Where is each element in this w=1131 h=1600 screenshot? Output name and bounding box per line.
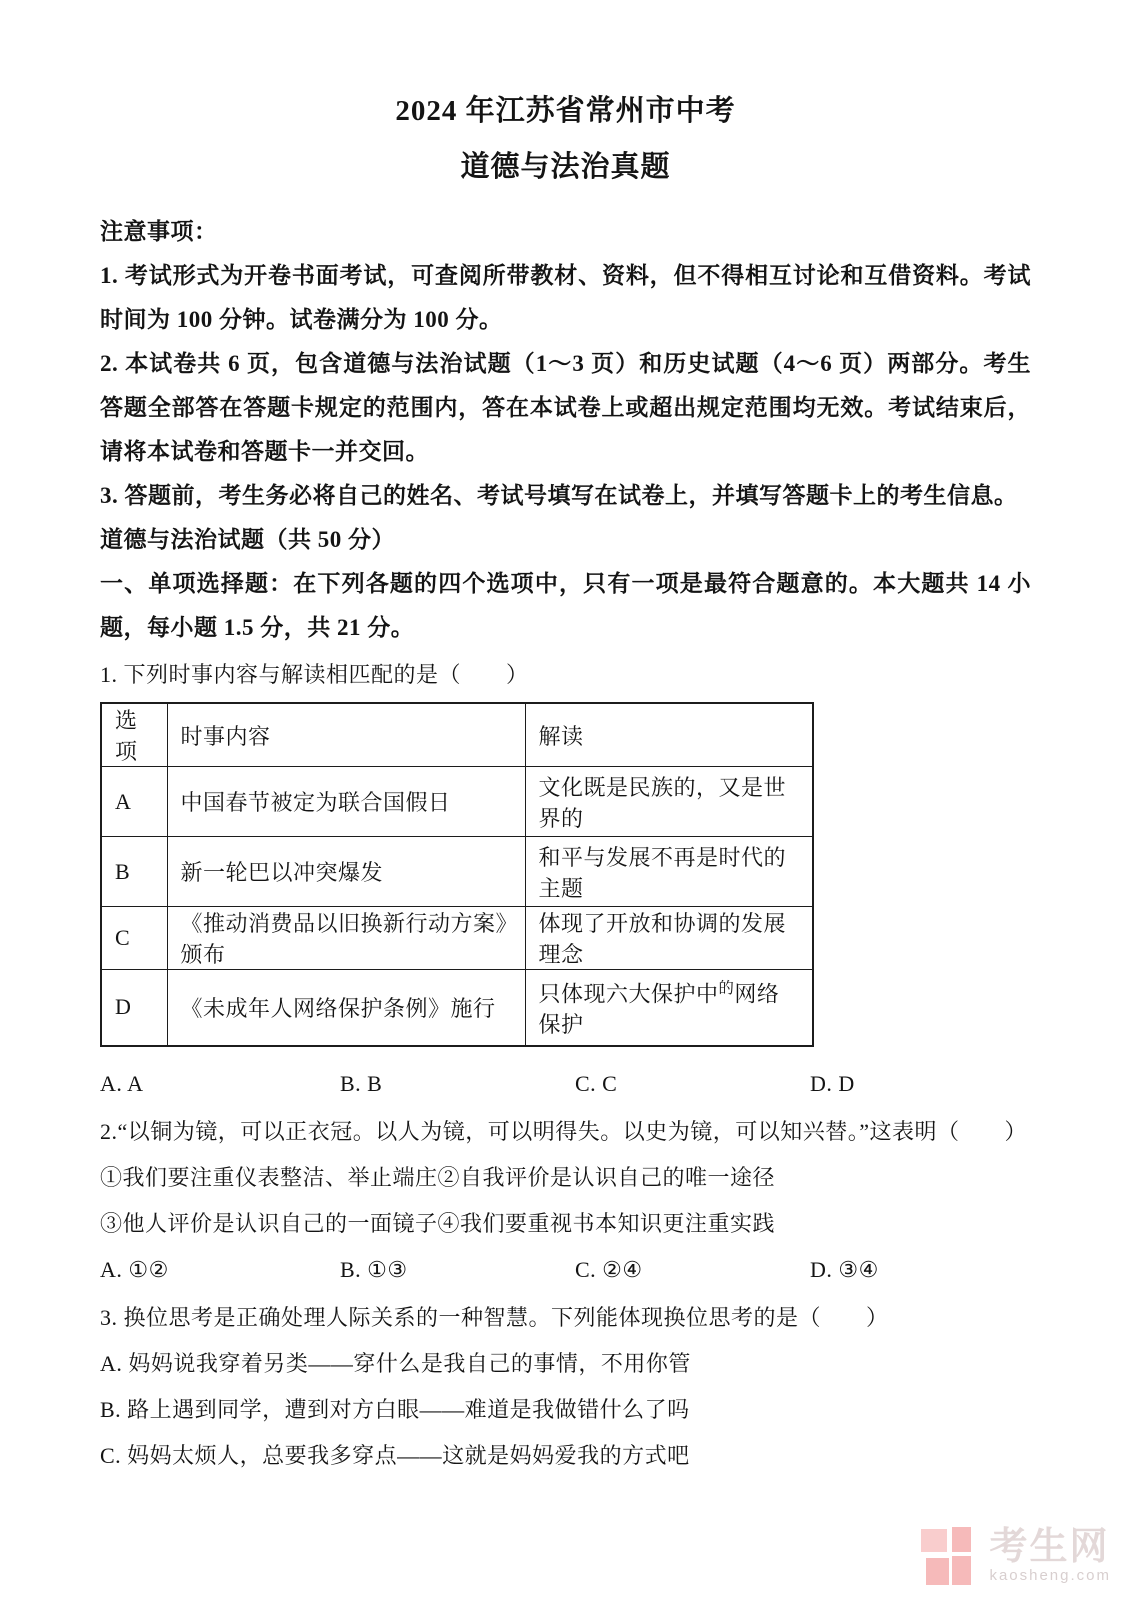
table-row-b	[101, 837, 813, 907]
watermark-site-domain: kaosheng.com	[989, 1567, 1111, 1584]
section-one-intro: 一、单项选择题：在下列各题的四个选项中，只有一项是最符合题意的。本大题共 14 小题，每小题 1.5 分，共 21 分。	[100, 571, 1031, 640]
row-c-option: C	[101, 907, 167, 970]
notice-item-1: 1. 考试形式为开卷书面考试，可查阅所带教材、资料，但不得相互讨论和互借资料。考试时间为 100 分钟。试卷满分为 100 分。	[100, 263, 1031, 332]
q1-option-c: C. C	[575, 1070, 618, 1096]
q2-option-c: C. ②④	[575, 1256, 643, 1282]
header-cell-interpretation: 解读	[525, 703, 813, 767]
q2-option-d: D. ③④	[810, 1256, 879, 1282]
row-d-interp-prefix: 只体现六大保护中	[538, 980, 719, 1006]
table-row-a	[101, 767, 813, 837]
q1-option-d: D. D	[810, 1070, 855, 1096]
question-1-stem: 1. 下列时事内容与解读相匹配的是（ ）	[100, 662, 529, 687]
table-row-c	[101, 907, 813, 970]
q3-option-c: C. 妈妈太烦人，总要我多穿点——这就是妈妈爱我的方式吧	[100, 1442, 690, 1468]
q1-option-a: A. A	[100, 1070, 144, 1096]
row-d-content: 《未成年人网络保护条例》施行	[167, 970, 525, 1046]
question-1-table	[100, 702, 814, 1047]
header-cell-content: 时事内容	[167, 703, 525, 767]
q3-option-a: A. 妈妈说我穿着另类——穿什么是我自己的事情，不用你管	[100, 1350, 691, 1376]
row-d-option: D	[101, 970, 167, 1046]
row-d-interp-superscript: 的	[718, 979, 735, 997]
q2-option-a: A. ①②	[100, 1256, 169, 1282]
table-row-d	[101, 970, 813, 1046]
row-b-option: B	[101, 837, 167, 907]
question-1-options	[100, 1061, 1031, 1107]
document-title-line2: 道德与法治真题	[460, 151, 671, 183]
subject-heading: 道德与法治试题（共 50 分）	[100, 527, 395, 552]
question-2-stem: 2.“以铜为镜，可以正衣冠。以人为镜，可以明得失。以史为镜，可以知兴替。”这表明（ ）	[100, 1118, 1028, 1144]
row-b-interpretation: 和平与发展不再是时代的主题	[525, 837, 813, 907]
row-a-option: A	[101, 767, 167, 837]
question-2-statements-12: ①我们要注重仪表整洁、举止端庄②自我评价是认识自己的唯一途径	[100, 1164, 776, 1190]
table-header-row	[101, 703, 813, 767]
row-a-content: 中国春节被定为联合国假日	[167, 767, 525, 837]
watermark-text	[989, 1527, 1111, 1585]
q3-option-b: B. 路上遇到同学，遭到对方白眼——难道是我做错什么了吗	[100, 1396, 690, 1422]
site-watermark	[921, 1527, 1111, 1592]
question-2-options	[100, 1247, 1031, 1293]
notice-item-3: 3. 答题前，考生务必将自己的姓名、考试号填写在试卷上，并填写答题卡上的考生信息。	[100, 483, 1018, 508]
row-c-content: 《推动消费品以旧换新行动方案》颁布	[167, 907, 525, 970]
notice-item-2: 2. 本试卷共 6 页，包含道德与法治试题（1～3 页）和历史试题（4～6 页）两部分。考生答题全部答在答题卡规定的范围内，答在本试卷上或超出规定范围均无效。考试结束后，请将本试卷和答题卡一并交回。	[100, 351, 1031, 464]
notice-section	[100, 210, 1031, 650]
kaosheng-logo-icon	[921, 1527, 977, 1592]
row-b-content: 新一轮巴以冲突爆发	[167, 837, 525, 907]
row-d-interpretation	[525, 970, 813, 1046]
question-2-statements-34: ③他人评价是认识自己的一面镜子④我们要重视书本知识更注重实践	[100, 1210, 776, 1236]
watermark-site-name: 考生网	[989, 1526, 1110, 1568]
notice-heading: 注意事项：	[100, 219, 218, 244]
q1-option-b: B. B	[340, 1070, 383, 1096]
question-3-stem: 3. 换位思考是正确处理人际关系的一种智慧。下列能体现换位思考的是（ ）	[100, 1304, 889, 1330]
header-cell-option: 选项	[101, 703, 167, 767]
q2-option-b: B. ①③	[340, 1256, 408, 1282]
document-title-line1: 2024 年江苏省常州市中考	[395, 95, 736, 127]
row-a-interpretation: 文化既是民族的，又是世界的	[525, 767, 813, 837]
row-c-interpretation: 体现了开放和协调的发展理念	[525, 907, 813, 970]
row-d-interp-suffix: 网络保护	[538, 980, 780, 1037]
